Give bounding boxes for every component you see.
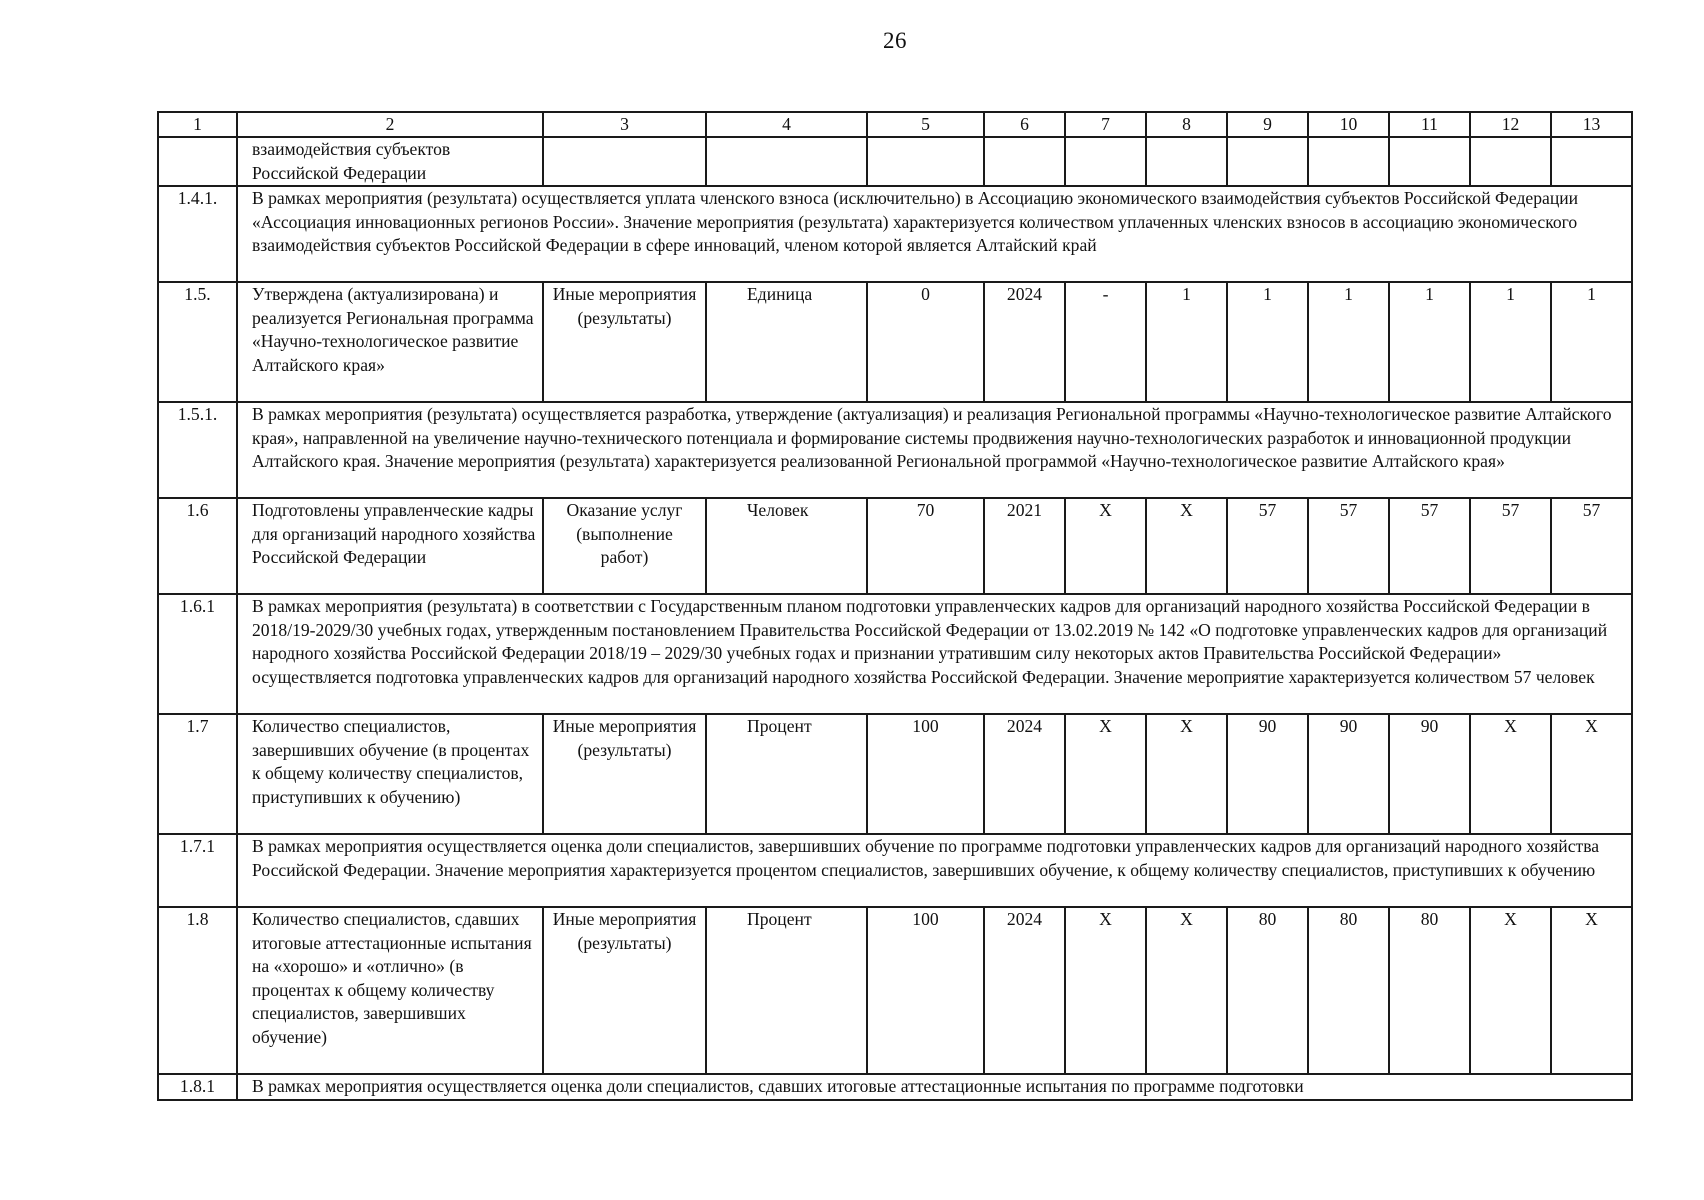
indicators-table	[157, 111, 1633, 1101]
value-cell: 2021	[984, 498, 1065, 594]
table-cell	[1065, 137, 1146, 186]
row-number: 1.6	[158, 498, 237, 594]
table-row-1-7-1	[158, 834, 1632, 907]
value-cell: X	[1551, 907, 1632, 1074]
value-cell: 90	[1308, 714, 1389, 834]
value-cell: X	[1146, 907, 1227, 1074]
column-number-header-row	[158, 112, 1632, 137]
table-row-1-7	[158, 714, 1632, 834]
table-cell	[867, 137, 984, 186]
value-cell: 80	[1389, 907, 1470, 1074]
indicator-type: Иные мероприятия (результаты)	[543, 714, 706, 834]
value-cell: 57	[1551, 498, 1632, 594]
value-cell: 90	[1389, 714, 1470, 834]
unit-of-measure: Процент	[706, 714, 867, 834]
value-cell: 57	[1308, 498, 1389, 594]
table-cell	[1470, 137, 1551, 186]
row-description: В рамках мероприятия (результата) осуществляется уплата членского взноса (исключительно) в Ассоциацию экономического взаимодействия субъектов Российской Федерации «Ассоциация инновационных регионов России». Значение мероприятия (результата) характеризуется количеством уплаченных членских взносов в ассоциацию экономического взаимодействия субъектов Российской Федерации в сфере инноваций, членом которой является Алтайский край	[237, 186, 1632, 282]
column-header: 7	[1065, 112, 1146, 137]
value-cell: 2024	[984, 907, 1065, 1074]
row-description: В рамках мероприятия осуществляется оценка доли специалистов, завершивших обучение по программе подготовки управленческих кадров для организаций народного хозяйства Российской Федерации. Значение мероприятия характеризуется процентом специалистов, завершивших обучение, к общему количеству специалистов, приступивших к обучению	[237, 834, 1632, 907]
column-header: 11	[1389, 112, 1470, 137]
value-cell: 1	[1146, 282, 1227, 402]
table-cell	[1146, 137, 1227, 186]
indicator-name: Количество специалистов, сдавших итоговые аттестационные испытания на «хорошо» и «отлично» (в процентах к общему количеству специалистов, завершивших обучение)	[237, 907, 543, 1074]
unit-of-measure: Единица	[706, 282, 867, 402]
column-header: 9	[1227, 112, 1308, 137]
column-header: 12	[1470, 112, 1551, 137]
value-cell: X	[1470, 907, 1551, 1074]
table-cell	[984, 137, 1065, 186]
value-cell: 1	[1227, 282, 1308, 402]
table-row-1-5	[158, 282, 1632, 402]
column-header: 10	[1308, 112, 1389, 137]
value-cell: X	[1470, 714, 1551, 834]
indicator-name: Утверждена (актуализирована) и реализуется Региональная программа «Научно-технологическое развитие Алтайского края»	[237, 282, 543, 402]
column-header: 3	[543, 112, 706, 137]
value-cell: 1	[1470, 282, 1551, 402]
value-cell: X	[1146, 498, 1227, 594]
value-cell: 1	[1551, 282, 1632, 402]
row-description: В рамках мероприятия осуществляется оценка доли специалистов, сдавших итоговые аттестационные испытания по программе подготовки	[237, 1074, 1632, 1100]
column-header: 5	[867, 112, 984, 137]
page-number: 26	[883, 28, 907, 53]
table-cell	[1308, 137, 1389, 186]
value-cell: 80	[1227, 907, 1308, 1074]
table-row-1-6	[158, 498, 1632, 594]
value-cell: X	[1065, 498, 1146, 594]
table-row-1-8	[158, 907, 1632, 1074]
row-number: 1.7	[158, 714, 237, 834]
row-number	[158, 137, 237, 186]
value-cell: 70	[867, 498, 984, 594]
table-row-1-5-1	[158, 402, 1632, 498]
column-header: 8	[1146, 112, 1227, 137]
table-cell	[543, 137, 706, 186]
value-cell: X	[1065, 714, 1146, 834]
value-cell: 57	[1227, 498, 1308, 594]
row-description: В рамках мероприятия (результата) в соответствии с Государственным планом подготовки управленческих кадров для организаций народного хозяйства Российской Федерации в 2018/19-2029/30 учебных годах, утвержденным постановлением Правительства Российской Федерации от 13.02.2019 № 142 «О подготовке управленческих кадров для организаций народного хозяйства Российской Федерации 2018/19 – 2029/30 учебных годах и признании утратившим силу некоторых актов Правительства Российской Федерации» осуществляется подготовка управленческих кадров для организаций народного хозяйства Российской Федерации. Значение мероприятие характеризуется количеством 57 человек	[237, 594, 1632, 714]
table-cell	[1227, 137, 1308, 186]
value-cell: 2024	[984, 282, 1065, 402]
indicator-type: Иные мероприятия (результаты)	[543, 907, 706, 1074]
row-description: В рамках мероприятия (результата) осуществляется разработка, утверждение (актуализация) и реализация Региональной программы «Научно-технологическое развитие Алтайского края», направленной на увеличение научно-технического потенциала и формирование системы продвижения научно-технологических разработок и инновационной продукции Алтайского края. Значение мероприятия (результата) характеризуется реализованной Региональной программой «Научно-технологическое развитие Алтайского края»	[237, 402, 1632, 498]
unit-of-measure: Процент	[706, 907, 867, 1074]
value-cell: 57	[1389, 498, 1470, 594]
row-number: 1.8	[158, 907, 237, 1074]
indicator-name: Подготовлены управленческие кадры для организаций народного хозяйства Российской Федерации	[237, 498, 543, 594]
value-cell: X	[1551, 714, 1632, 834]
value-cell: X	[1146, 714, 1227, 834]
indicator-name: взаимодействия субъектов Российской Федерации	[237, 137, 543, 186]
value-cell: X	[1065, 907, 1146, 1074]
value-cell: 100	[867, 714, 984, 834]
value-cell: 100	[867, 907, 984, 1074]
table-row-continuation	[158, 137, 1632, 186]
row-number: 1.5.1.	[158, 402, 237, 498]
row-number: 1.7.1	[158, 834, 237, 907]
value-cell: 1	[1389, 282, 1470, 402]
column-header: 6	[984, 112, 1065, 137]
column-header: 1	[158, 112, 237, 137]
value-cell: 0	[867, 282, 984, 402]
table-cell	[1389, 137, 1470, 186]
table-row-1-6-1	[158, 594, 1632, 714]
table-cell	[706, 137, 867, 186]
column-header: 13	[1551, 112, 1632, 137]
value-cell: 1	[1308, 282, 1389, 402]
value-cell: -	[1065, 282, 1146, 402]
value-cell: 80	[1308, 907, 1389, 1074]
indicator-type: Иные мероприятия (результаты)	[543, 282, 706, 402]
indicator-name: Количество специалистов, завершивших обучение (в процентах к общему количеству специалистов, приступивших к обучению)	[237, 714, 543, 834]
row-number: 1.6.1	[158, 594, 237, 714]
column-header: 2	[237, 112, 543, 137]
value-cell: 57	[1470, 498, 1551, 594]
row-number: 1.4.1.	[158, 186, 237, 282]
row-number: 1.8.1	[158, 1074, 237, 1100]
table-cell	[1551, 137, 1632, 186]
value-cell: 2024	[984, 714, 1065, 834]
unit-of-measure: Человек	[706, 498, 867, 594]
row-number: 1.5.	[158, 282, 237, 402]
value-cell: 90	[1227, 714, 1308, 834]
column-header: 4	[706, 112, 867, 137]
table-row-1-8-1	[158, 1074, 1632, 1100]
indicator-type: Оказание услуг (выполнение работ)	[543, 498, 706, 594]
table-row-1-4-1	[158, 186, 1632, 282]
